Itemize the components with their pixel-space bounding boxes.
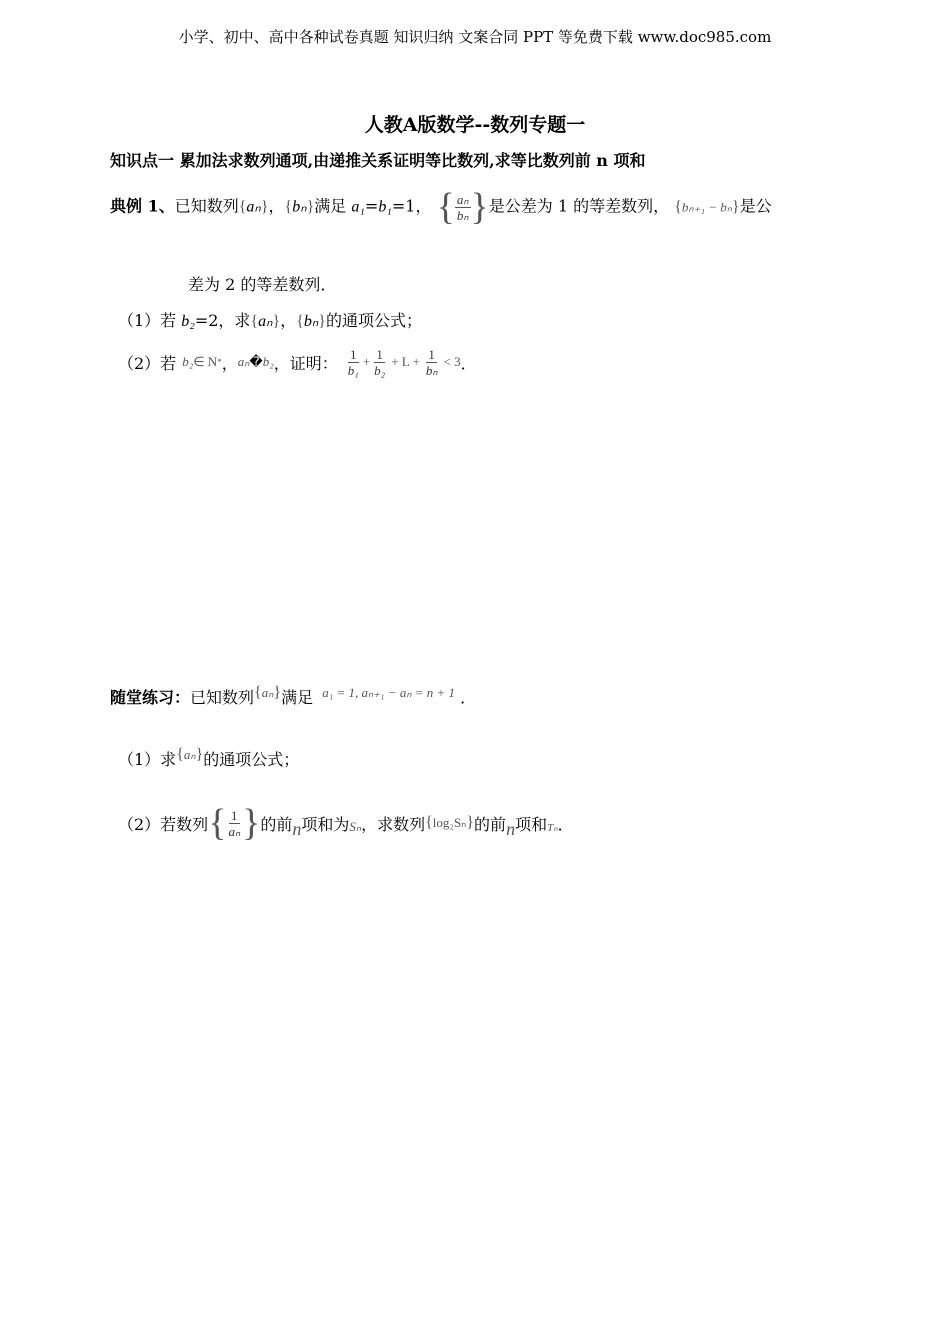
practice-question-2: （2）若数列 { $\frac{1}{\text{aₙ}}$ } 的前 n 项和为 Sₙ ，求数列 { log₂Sₙ } 的前 n 项和 Tₙ ． — [118, 802, 574, 844]
fraction-1-over-bn: $\frac{1}{\text{bₙ}}$ — [425, 346, 438, 378]
example1-line2: 差为 2 的等差数列． — [188, 275, 337, 294]
diff-b-sequence: bₙ₊₁ − bₙ — [681, 199, 732, 215]
fraction-1-over-b2: $\frac{1}{\text{b₂}}$ — [374, 346, 386, 378]
sequence-a-n: aₙ — [246, 198, 261, 216]
practice-label: 随堂练习： — [110, 688, 191, 707]
b1-symbol: b₁ — [378, 198, 392, 216]
fraction-1-over-b1: $\frac{1}{\text{b₁}}$ — [347, 346, 359, 378]
fraction-an-over-bn: $\frac{\text{aₙ}}{\text{bₙ}}$ — [456, 191, 469, 223]
example1-label: 典例 1、 — [110, 196, 175, 216]
practice-question-1: （1）求{$^{a_n}$}的通项公式； — [118, 746, 300, 769]
example1-question-2: （2）若 b₂ ∈ N * ， aₙ � b₂ ，证明： $\frac{1}{\text{b₁}}$ + $\frac{1}{\text{b₂}}$ + L + $\frac{1}{\text{bₙ}}$ < 3 ． — [118, 346, 477, 378]
b2-symbol: b₂ — [181, 313, 195, 330]
fraction-1-over-an: $\frac{1}{\text{aₙ}}$ — [228, 807, 241, 839]
example1-line1: 典例 1、已知数列{aₙ}，{bₙ}满足 a₁=b₁=1， { $\frac{\text{aₙ}}{\text{bₙ}}$ }是公差为 1 的等差数列， {bₙ₊₁ − bₙ}是公 — [110, 186, 772, 228]
example1-text-6: 是公差为 1 的等差数列， — [488, 196, 670, 216]
practice-condition: a₁ = 1, aₙ₊₁ − aₙ = n + 1 — [322, 685, 456, 700]
example1-question-1: （1）若 b₂=2，求{aₙ}，{bₙ}的通项公式； — [118, 311, 422, 330]
sequence-b-n: bₙ — [292, 198, 307, 216]
knowledge-point-heading: 知识点一 累加法求数列通项,由递推关系证明等比数列,求等比数列前 n 项和 — [110, 151, 646, 170]
a1-symbol: a₁ — [351, 198, 365, 216]
site-header: 小学、初中、高中各种试卷真题 知识归纳 文案合同 PPT 等免费下载 www.doc985.com — [178, 28, 772, 46]
practice-line: 随堂练习：已知数列{$^{a_n}$}满足 $^{a_1 = 1, a_{n+1} - a_n = n + 1}$ ． — [110, 684, 477, 707]
example1-text-3: 满足 — [314, 196, 347, 216]
example1-text-5: =1， — [391, 196, 432, 216]
example1-text-2: ， — [268, 196, 285, 216]
log2-sn: log₂Sₙ — [432, 815, 467, 830]
example1-text-1: 已知数列 — [174, 196, 239, 216]
document-title: 人教A版数学--数列专题一 — [364, 114, 586, 136]
example1-text-7: 是公 — [739, 196, 772, 216]
